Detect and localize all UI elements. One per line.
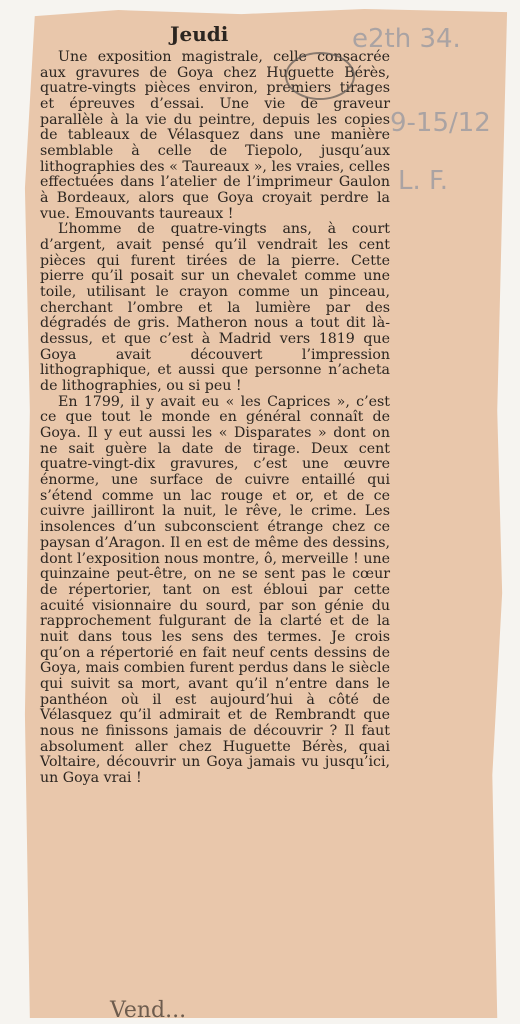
pencil-annotation-date: 9-15/12 <box>390 108 491 138</box>
paragraph-3: En 1799, il y avait eu « les Caprices », c’est ce que tout le monde en général connaît de Goya. Il y eut aussi les « Disparates » dont on ne sait guère la date de tirage. Deux cent quatre-vingt-dix gravures, c’est une œuvre énorme, une surface de cuivre entaillé qui s’étend comme un lac rouge et or, et de ce cuivre jailliront la nuit, le rêve, le crime. Les insolences d’un subconscient étrange chez ce paysan d’Aragon. Il en est de même des dessins, dont l’exposition nous montre, ô, merveille ! une quinzaine peut-être, on ne se sent pas le cœur de répertorier, tant on est ébloui par cette acuité visionnaire du sourd, par son génie du rapprochement fulgurant de la clarté et de la nuit dans tous les sens des termes. Je crois qu’on a répertorié en fait neuf cents dessins de Goya, mais combien furent perdus dans le siècle qui suivit sa mort, avant qu’il n’entre dans le panthéon où il est aujourd’hui à côté de Vélasquez qu’il admirait et de Rembrandt que nous ne finissons jamais de découvrir ? Il faut absolument aller chez Huguette Bérès, quai Voltaire, découvrir un Goya jamais vu jusqu’ici, un Goya vrai ! <box>40 393 390 786</box>
paragraph-1: Une exposition magistrale, celle consacrée aux gravures de Goya chez Huguette Bérès, quatre-vingts pièces environ, premiers tirages et épreuves d’essai. Une vie de graveur parallèle à la vie du peintre, depuis les copies de tableaux de Vélasquez dans une manière semblable à celle de Tiepolo, jusqu’aux lithographies des « Taureaux », les vraies, celles effectuées dans l’atelier de l’imprimeur Gaulon à Bordeaux, alors que Goya croyait perdre la vue. Emouvants taureaux ! <box>40 49 390 222</box>
paragraph-2: L’homme de quatre-vingts ans, à court d’argent, avait pensé qu’il vendrait les cent pièces qui furent tirées de la pierre. Cette pierre qu’il posait sur un chevalet comme une toile, utilisant le crayon comme un pinceau, cherchant l’ombre et la lumière par des dégradés de gris. Matheron nous a tout dit là-dessus, et que c’est à Madrid vers 1819 que Goya avait découvert l’impression lithographique, et aussi que personne n’acheta de lithographies, ou si peu ! <box>40 221 390 395</box>
next-section-fragment: Vend... <box>110 998 187 1023</box>
pencil-annotation-initials: L. F. <box>398 166 449 196</box>
section-title: Jeudi <box>170 22 229 46</box>
ink-circle-mark <box>285 52 355 100</box>
article-body <box>40 50 390 787</box>
pencil-annotation-top: e2th 34. <box>352 24 461 54</box>
